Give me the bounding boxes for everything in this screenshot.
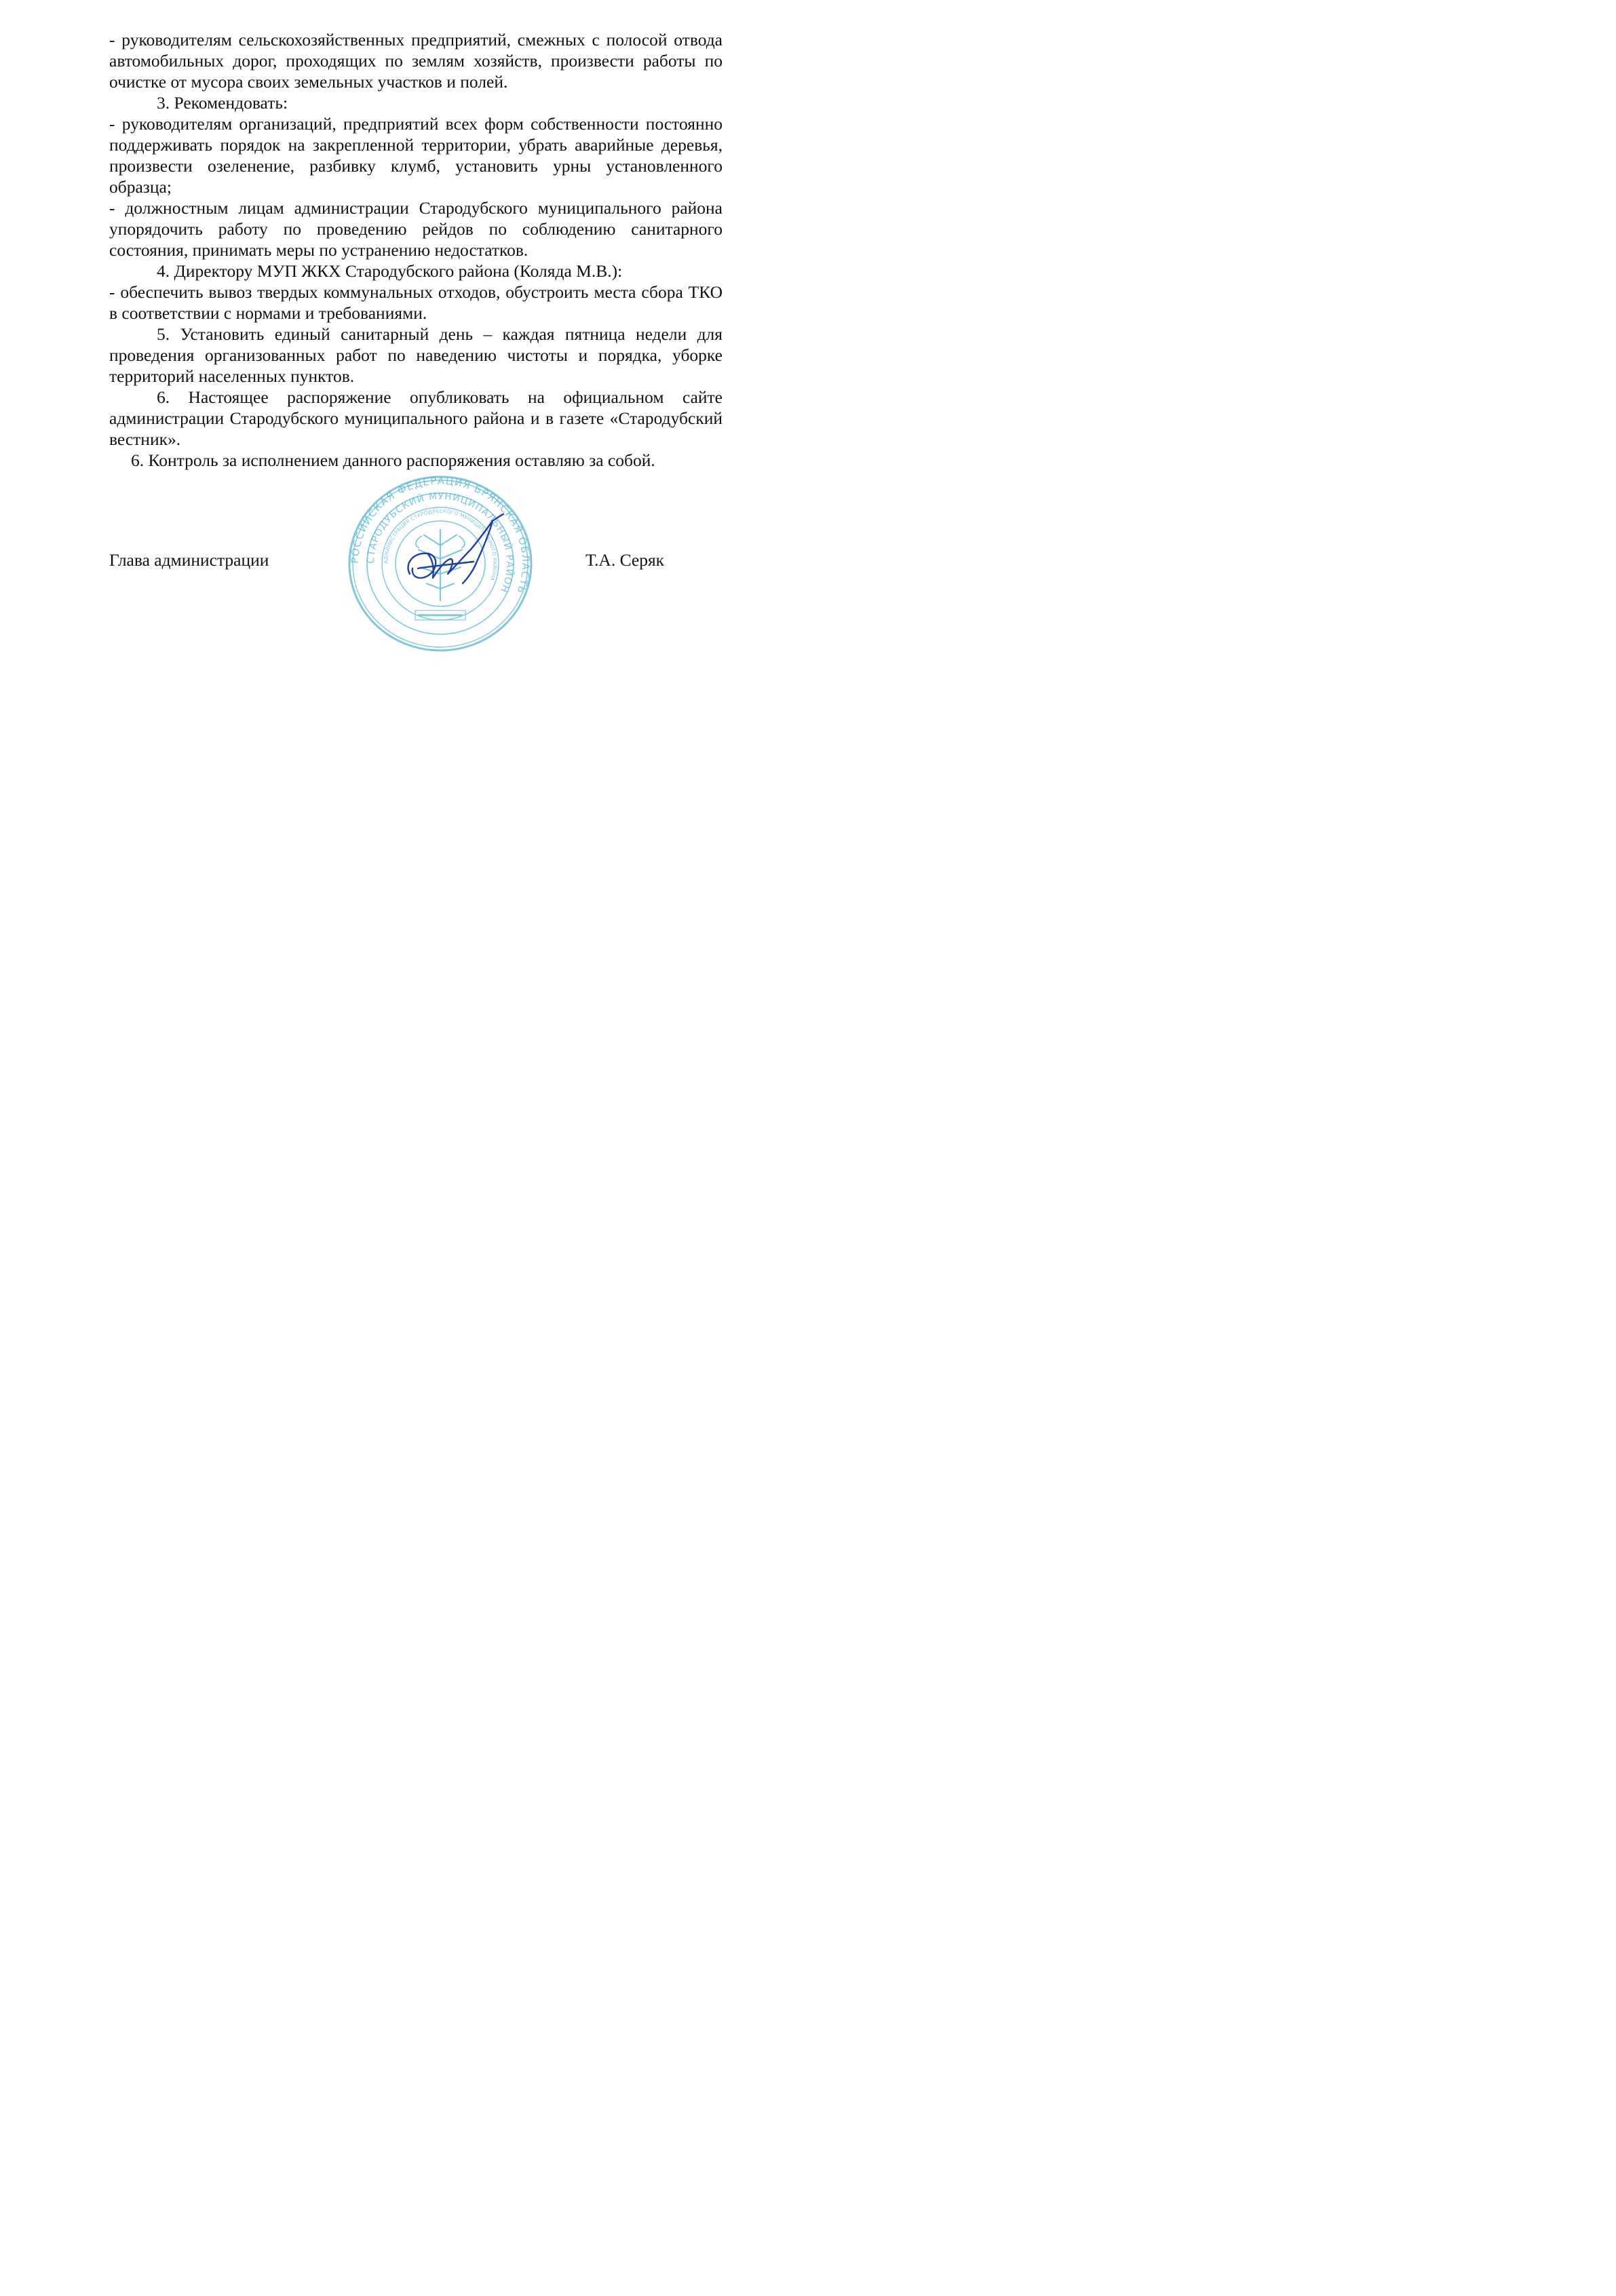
paragraph-waste-removal: - обеспечить вывоз твердых коммунальных отходов, обустроить места сбора ТКО в соответствии с нормами и требованиями.	[109, 282, 723, 323]
paragraph-item-6-publication: 6. Настоящее распоряжение опубликовать на официальном сайте администрации Стародубского муниципального района и в газете «Стародубский вестник».	[109, 387, 723, 449]
paragraph-organization-heads: - руководителям организаций, предприятий всех форм собственности постоянно поддерживать порядок на закрепленной территории, убрать аварийные деревья, произвести озеленение, разбивку клумб, установить урны установленного образца;	[109, 114, 723, 197]
seal-inner-text: АДМИНИСТРАЦИЯ СТАРОДУБСКОГО МУНИЦИПАЛЬНОГО РАЙОНА	[382, 507, 499, 582]
signatory-name: Т.А. Серяк	[585, 550, 665, 570]
paragraph-item-5: 5. Установить единый санитарный день – каждая пятница недели для проведения организованных работ по наведению чистоты и порядка, уборке территорий населенных пунктов.	[109, 324, 723, 386]
paragraph-item-4-heading: 4. Директору МУП ЖКХ Стародубского района (Коляда М.В.):	[157, 261, 623, 281]
handwritten-signature	[398, 511, 506, 591]
seal-middle-text: СТАРОДУБСКИЙ МУНИЦИПАЛЬНЫЙ РАЙОН	[365, 490, 516, 595]
paragraph-item-6-control: 6. Контроль за исполнением данного распоряжения оставляю за собой.	[131, 450, 655, 470]
seal-outer-text: РОССИЙСКАЯ ФЕДЕРАЦИЯ БРЯНСКАЯ ОБЛАСТЬ	[348, 475, 533, 596]
paragraph-item-3-heading: 3. Рекомендовать:	[157, 93, 288, 113]
document-body	[109, 29, 723, 471]
paragraph-farm-managers: - руководителям сельскохозяйственных предприятий, смежных с полосой отвода автомобильных дорог, проходящих по землям хозяйств, произвести работы по очистке от мусора своих земельных участков и полей.	[109, 30, 723, 92]
signatory-title: Глава администрации	[109, 550, 269, 570]
paragraph-officials: - должностным лицам администрации Стародубского муниципального района упорядочить работу по проведению рейдов по соблюдению санитарного состояния, принимать меры по устранению недостатков.	[109, 198, 723, 260]
document-page	[0, 0, 748, 1063]
